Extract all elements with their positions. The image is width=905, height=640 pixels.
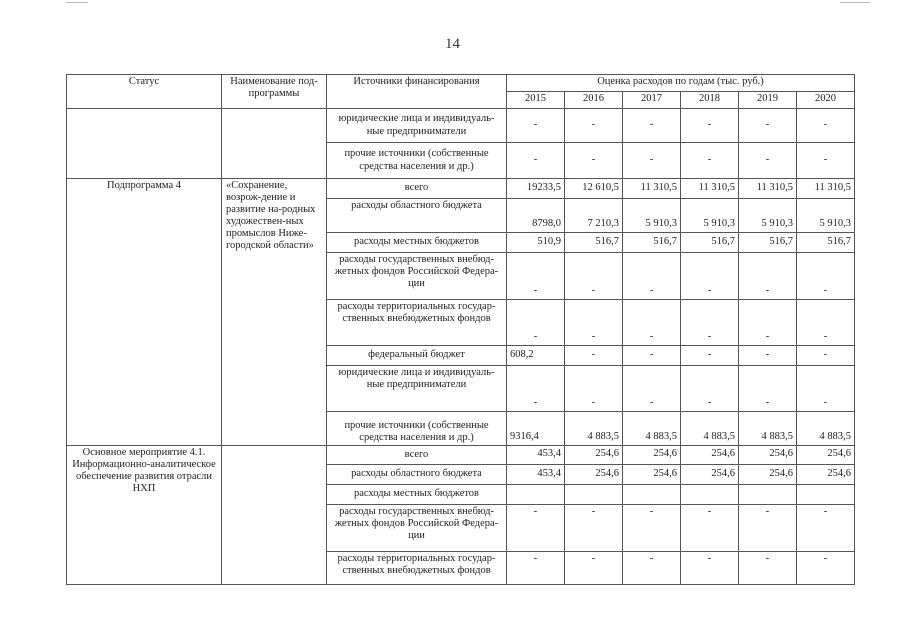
name-cell-empty (222, 109, 327, 179)
value-cell: - (797, 253, 855, 300)
value-cell: - (797, 505, 855, 552)
value-cell: - (797, 300, 855, 346)
value-cell: 453,4 (507, 446, 565, 465)
value-cell: - (739, 300, 797, 346)
value-cell: 5 910,3 (797, 199, 855, 233)
value-cell: 254,6 (739, 465, 797, 485)
value-cell (797, 485, 855, 505)
value-cell: 5 910,3 (623, 199, 681, 233)
source-cell: юридические лица и индивидуаль-ные предприниматели (327, 366, 507, 412)
value-cell: 8798,0 (507, 199, 565, 233)
status-cell-empty (67, 109, 222, 179)
year-header: 2015 (507, 92, 565, 109)
value-cell: 516,7 (681, 233, 739, 253)
source-cell: всего (327, 446, 507, 465)
value-cell: 4 883,5 (565, 412, 623, 446)
header-estimate: Оценка расходов по годам (тыс. руб.) (507, 75, 855, 92)
source-cell: прочие источники (собственные средства населения и др.) (327, 412, 507, 446)
source-cell: федеральный бюджет (327, 346, 507, 366)
value-cell: - (797, 552, 855, 585)
value-cell: - (565, 366, 623, 412)
value-cell: - (507, 253, 565, 300)
value-cell: - (507, 300, 565, 346)
value-cell: - (507, 143, 565, 179)
value-cell: - (623, 109, 681, 143)
value-cell: 5 910,3 (739, 199, 797, 233)
value-cell: 7 210,3 (565, 199, 623, 233)
budget-table (66, 74, 855, 585)
value-cell: - (739, 505, 797, 552)
header-subprogram-name: Наименование под-программы (222, 75, 327, 109)
value-cell: 608,2 (507, 346, 565, 366)
value-cell: - (681, 300, 739, 346)
value-cell: 4 883,5 (797, 412, 855, 446)
value-cell: - (681, 366, 739, 412)
value-cell: 516,7 (623, 233, 681, 253)
value-cell: - (507, 109, 565, 143)
value-cell: 4 883,5 (623, 412, 681, 446)
value-cell: - (681, 253, 739, 300)
value-cell: - (739, 366, 797, 412)
source-cell: расходы местных бюджетов (327, 485, 507, 505)
value-cell: - (797, 143, 855, 179)
value-cell: 254,6 (623, 446, 681, 465)
subprogram-name-cell: «Сохранение, возрож-дение и развитие на-родных художествен-ных промыслов Ниже-городской области» (222, 179, 327, 446)
value-cell: - (565, 346, 623, 366)
block-continuation (67, 109, 855, 179)
value-cell: 19233,5 (507, 179, 565, 199)
year-header: 2017 (623, 92, 681, 109)
value-cell: 9316,4 (507, 412, 565, 446)
value-cell: 4 883,5 (681, 412, 739, 446)
value-cell: - (565, 300, 623, 346)
value-cell: 453,4 (507, 465, 565, 485)
source-cell: расходы территориальных государ-ственных внебюджетных фондов (327, 552, 507, 585)
name-cell-empty (222, 446, 327, 585)
value-cell: 510,9 (507, 233, 565, 253)
value-cell: 11 310,5 (797, 179, 855, 199)
year-header: 2020 (797, 92, 855, 109)
value-cell: - (797, 366, 855, 412)
source-cell: расходы областного бюджета (327, 199, 507, 233)
activity-status-cell: Основное мероприятие 4.1. Информационно-аналитическое обеспечение развития отрасли НХП (67, 446, 222, 585)
scan-edge-mark (66, 2, 88, 3)
source-cell: прочие источники (собственные средства населения и др.) (327, 143, 507, 179)
source-cell: юридические лица и индивидуаль-ные предприниматели (327, 109, 507, 143)
value-cell: - (623, 552, 681, 585)
block-activity-4-1 (67, 446, 855, 585)
source-cell: расходы областного бюджета (327, 465, 507, 485)
value-cell: - (623, 505, 681, 552)
value-cell (507, 485, 565, 505)
header-funding-sources: Источники финансирования (327, 75, 507, 109)
value-cell: 516,7 (797, 233, 855, 253)
value-cell: 254,6 (565, 465, 623, 485)
value-cell (681, 485, 739, 505)
value-cell: - (623, 366, 681, 412)
value-cell: - (507, 505, 565, 552)
source-cell: расходы местных бюджетов (327, 233, 507, 253)
value-cell: - (565, 552, 623, 585)
value-cell: 11 310,5 (739, 179, 797, 199)
value-cell: - (565, 109, 623, 143)
value-cell: - (681, 505, 739, 552)
value-cell: - (739, 253, 797, 300)
value-cell: - (797, 109, 855, 143)
value-cell: - (739, 552, 797, 585)
value-cell: 516,7 (739, 233, 797, 253)
value-cell: 4 883,5 (739, 412, 797, 446)
value-cell: 5 910,3 (681, 199, 739, 233)
value-cell: 254,6 (797, 465, 855, 485)
status-cell: Подпрограмма 4 (67, 179, 222, 446)
value-cell: - (797, 346, 855, 366)
value-cell: - (739, 143, 797, 179)
value-cell: 11 310,5 (681, 179, 739, 199)
value-cell: - (681, 109, 739, 143)
value-cell: 11 310,5 (623, 179, 681, 199)
value-cell: - (507, 366, 565, 412)
value-cell: - (565, 253, 623, 300)
value-cell: - (681, 346, 739, 366)
value-cell: 254,6 (623, 465, 681, 485)
value-cell: 516,7 (565, 233, 623, 253)
year-header: 2018 (681, 92, 739, 109)
value-cell: - (739, 346, 797, 366)
year-header: 2016 (565, 92, 623, 109)
value-cell: - (565, 505, 623, 552)
value-cell: - (739, 109, 797, 143)
value-cell: - (623, 143, 681, 179)
value-cell: - (681, 143, 739, 179)
value-cell: - (565, 143, 623, 179)
source-cell: расходы территориальных государ-ственных внебюджетных фондов (327, 300, 507, 346)
year-header: 2019 (739, 92, 797, 109)
value-cell: 254,6 (565, 446, 623, 465)
block-subprogram-4 (67, 179, 855, 446)
header-status: Статус (67, 75, 222, 109)
source-cell: расходы государственных внебюд-жетных фондов Российской Федера-ции (327, 253, 507, 300)
value-cell: 12 610,5 (565, 179, 623, 199)
source-cell: расходы государственных внебюд-жетных фондов Российской Федера-ции (327, 505, 507, 552)
scan-edge-mark (840, 2, 870, 3)
page-number: 14 (445, 36, 460, 52)
value-cell: - (623, 300, 681, 346)
value-cell: 254,6 (797, 446, 855, 465)
value-cell (565, 485, 623, 505)
value-cell: - (623, 253, 681, 300)
value-cell: 254,6 (681, 446, 739, 465)
source-cell: всего (327, 179, 507, 199)
value-cell: 254,6 (739, 446, 797, 465)
value-cell (739, 485, 797, 505)
value-cell: - (623, 346, 681, 366)
value-cell (623, 485, 681, 505)
value-cell: - (507, 552, 565, 585)
value-cell: - (681, 552, 739, 585)
value-cell: 254,6 (681, 465, 739, 485)
